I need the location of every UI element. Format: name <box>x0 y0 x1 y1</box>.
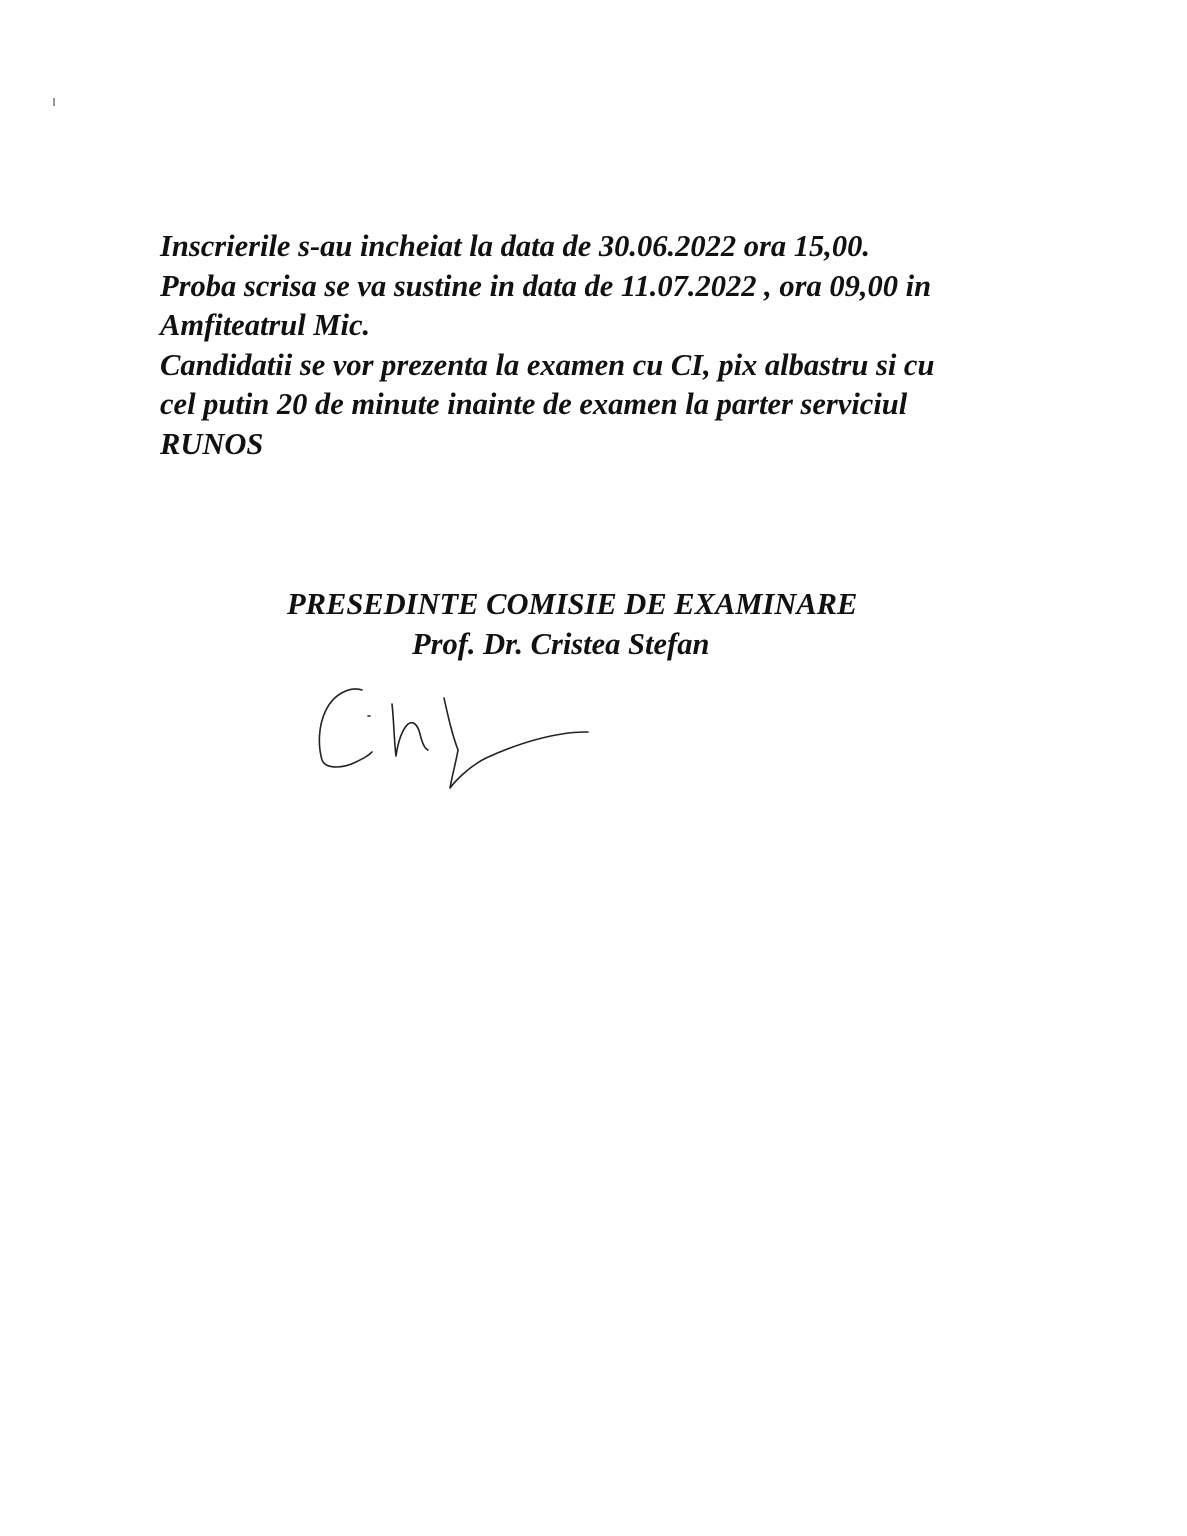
president-name: Prof. Dr. Cristea Stefan <box>412 627 710 661</box>
notice-line-registration: Inscrierile s-au incheiat la data de 30.06.2022 ora 15,00. <box>160 229 870 263</box>
notice-line-requirements: Candidatii se vor prezenta la examen cu CI, pix albastru si cu <box>160 347 935 382</box>
notice-text <box>160 227 1060 464</box>
scan-mark <box>53 98 55 106</box>
notice-line-arrival: cel putin 20 de minute inainte de examen la parter serviciul <box>160 387 908 421</box>
committee-president-title: PRESEDINTE COMISIE DE EXAMINARE <box>287 587 858 621</box>
signature-icon <box>310 676 600 796</box>
notice-line-location: Amfiteatrul Mic. <box>160 308 371 342</box>
notice-line-department: RUNOS <box>160 426 264 461</box>
notice-line-exam-date: Proba scrisa se va sustine in data de 11.07.2022 , ora 09,00 in <box>160 268 932 303</box>
